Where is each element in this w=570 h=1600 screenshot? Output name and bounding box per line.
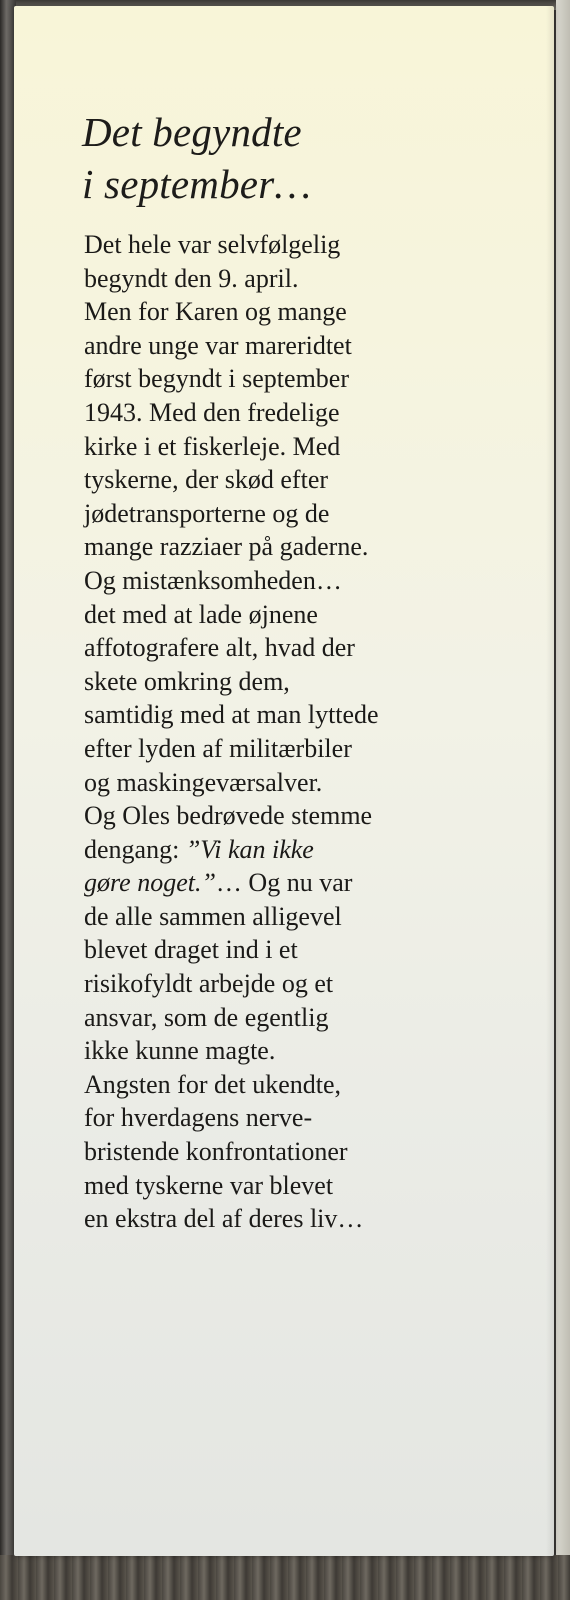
text-line: ikke kunne magte. <box>84 1036 276 1066</box>
text-line: andre unge var mareridtet <box>84 330 352 360</box>
text-line-mixed <box>84 833 379 867</box>
text-line: for hverdagens nerve- <box>84 1103 313 1133</box>
text-line: blevet draget ind i et <box>84 935 298 965</box>
page-edge-shadow <box>546 6 554 1556</box>
text-line: bristende konfrontationer <box>84 1137 348 1167</box>
text-line: samtidig med at man lyttede <box>84 700 379 730</box>
text-line: det med at lade øjnene <box>84 599 318 629</box>
text-line: en ekstra del af deres liv… <box>84 1204 364 1234</box>
text-line: Det hele var selvfølgelig <box>84 230 341 259</box>
page-title <box>82 106 311 210</box>
text-line: med tyskerne var blevet <box>84 1170 334 1200</box>
quote-run: gøre noget.” <box>84 868 216 898</box>
text-line: de alle sammen alligevel <box>84 901 342 931</box>
text-line-mixed <box>84 866 379 900</box>
backdrop-right <box>556 0 570 1600</box>
text-run: … Og nu var <box>215 868 353 898</box>
book-flap-page <box>14 6 554 1556</box>
text-line: affotografere alt, hvad der <box>84 633 355 663</box>
text-line: Angsten for det ukendte, <box>84 1069 342 1099</box>
text-line: tyskerne, der skød efter <box>84 465 329 495</box>
text-line: risikofyldt arbejde og et <box>84 969 334 999</box>
text-line: mange razziaer på gaderne. <box>84 532 369 562</box>
backdrop-bottom <box>0 1555 570 1600</box>
text-line: 1943. Med den fredelige <box>84 397 340 427</box>
text-line: jødetransporterne og de <box>84 498 330 528</box>
text-line: først begyndt i september <box>84 364 349 394</box>
text-line: Og Oles bedrøvede stemme <box>84 801 373 831</box>
text-line: efter lyden af militærbiler <box>84 733 352 763</box>
text-line: ansvar, som de egentlig <box>84 1002 329 1032</box>
text-line: begyndt den 9. april. <box>84 263 299 293</box>
quote-run: ”Vi kan ikke <box>185 834 314 864</box>
text-line: Og mistænksomheden… <box>84 565 342 595</box>
blurb-text <box>84 228 379 1236</box>
text-line: Men for Karen og mange <box>84 297 347 327</box>
text-line: skete omkring dem, <box>84 666 290 696</box>
title-line-2: i september… <box>82 161 312 207</box>
text-line: og maskingeværsalver. <box>84 767 323 797</box>
text-line: kirke i et fiskerleje. Med <box>84 431 341 461</box>
text-run: dengang: <box>84 834 186 864</box>
title-line-1: Det begyndte <box>82 109 302 155</box>
